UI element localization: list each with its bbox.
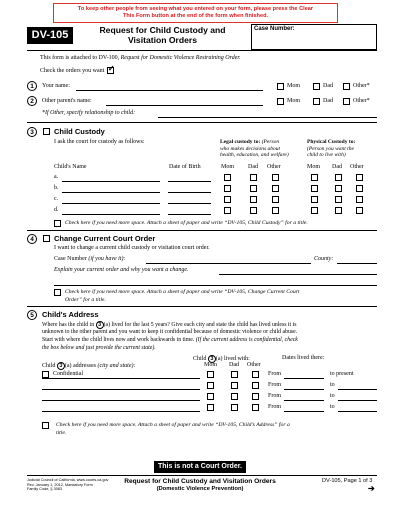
child-name-field[interactable] [62,192,160,193]
section-1-number: 1 [27,81,37,91]
checkmark-icon: ✓ [107,64,115,73]
from-date-field[interactable] [284,389,324,390]
row-letter: a. [54,174,59,180]
physical-mom-checkbox[interactable] [311,185,318,192]
section-rule-3 [27,306,377,307]
sec4-explain-field[interactable] [219,274,377,275]
sec4-county-label: County: [314,256,334,262]
row-letter: b. [54,185,59,191]
row-letter: c. [54,196,59,202]
physical-dad-checkbox[interactable] [335,196,342,203]
addr-mom-checkbox[interactable] [207,371,214,378]
from-date-field[interactable] [284,411,324,412]
legal-dad-checkbox[interactable] [250,185,257,192]
dob-field[interactable] [168,203,211,204]
sec4-more-space-checkbox[interactable] [54,289,61,296]
legal-dad-header: Dad [248,164,258,170]
to-date-field[interactable] [338,400,377,401]
footer-left-line-1: Judicial Council of California, www.courts.ca.gov [27,478,109,482]
sec5-paragraph-line-3: Start with where the child lives now and work backwards in time. (If the current address is confidential, check [42,337,298,343]
to-label: to [330,382,335,388]
addresses-header: Child 3 (a) addresses (city and state): [42,363,136,369]
footer-page-number: DV-105, Page 1 of 3 [322,478,373,484]
sec2-dad-checkbox[interactable] [313,98,320,105]
sec4-case-number-label: Case Number (if you have it): [54,256,126,262]
legal-other-header: Other [267,164,281,170]
physical-mom-header: Mom [307,164,321,170]
child-name-header: Child's Name [54,164,87,170]
warning-line-2: This Form button at the end of the form when finished. [122,13,269,19]
physical-dad-checkbox[interactable] [335,174,342,181]
physical-dad-header: Dad [332,164,342,170]
next-page-arrow-icon[interactable]: ➔ [368,484,375,493]
sec2-other-label: Other* [353,98,370,104]
footer-center [110,478,290,493]
sec3-ask: I ask the court for custody as follows: [54,139,145,145]
sec2-dad-label: Dad [323,98,333,104]
sec5-more-space-line-2: title. [56,430,67,436]
dob-header: Date of Birth [169,164,201,170]
legal-mom-checkbox[interactable] [224,196,231,203]
sec4-checkbox[interactable] [43,235,50,242]
addr-dad-checkbox[interactable] [231,393,238,400]
from-label: From [268,393,282,399]
from-date-field[interactable] [284,400,324,401]
sec4-case-number-field[interactable] [146,263,311,264]
addr-other-checkbox[interactable] [252,404,259,411]
to-present-label: to present [330,371,354,377]
section-3-number: 3 [27,127,37,137]
physical-other-checkbox[interactable] [356,196,363,203]
physical-custody-header: Physical Custody to: (Person you want the child to live with) [307,139,356,158]
legal-dad-checkbox[interactable] [250,207,257,214]
check-orders-checkbox[interactable] [107,64,115,74]
sec1-mom-checkbox[interactable] [277,83,284,90]
sec4-title: Change Current Court Order [54,234,156,243]
addr-mom-header: Mom [204,362,218,368]
addr-mom-checkbox[interactable] [207,382,214,389]
address-field[interactable] [42,378,200,379]
addr-dad-checkbox[interactable] [231,382,238,389]
lived-with-header: Child 3 (a) lived with: [193,356,250,362]
child-name-field[interactable] [62,181,160,182]
other-parent-field[interactable] [106,105,263,106]
form-title-line-2: Visitation Orders [127,34,198,45]
confidential-label: Confidential [53,371,83,377]
address-field[interactable] [42,411,200,412]
section-2-number: 2 [27,96,37,106]
sec1-dad-checkbox[interactable] [313,83,320,90]
addr-mom-checkbox[interactable] [207,404,214,411]
sec4-explain-field-2[interactable] [54,285,377,286]
sec3-more-space-checkbox[interactable] [54,220,61,227]
legal-mom-checkbox[interactable] [224,207,231,214]
section-rule-1 [27,122,377,123]
physical-other-checkbox[interactable] [356,174,363,181]
form-title-line-1: Request for Child Custody and [99,25,226,35]
legal-custody-header: Legal custody to: (Person who makes decisions about health, education, and welfare) [220,139,289,158]
from-label: From [268,404,282,410]
sec1-dad-label: Dad [323,83,333,89]
case-number-label: Case Number: [254,26,295,32]
to-label: to [330,393,335,399]
legal-mom-header: Mom [221,164,235,170]
sec3-checkbox[interactable] [43,128,50,135]
form-id-box [27,27,73,44]
footer-center-line-1: Request for Child Custody and Visitation Orders [124,478,276,485]
check-orders-text: Check the orders you want ✓ [40,64,115,74]
addr-other-checkbox[interactable] [252,382,259,389]
from-label: From [268,382,282,388]
physical-mom-checkbox[interactable] [311,174,318,181]
dates-lived-header: Dates lived there: [282,355,325,361]
legal-dad-checkbox[interactable] [250,174,257,181]
sec2-mom-checkbox[interactable] [277,98,284,105]
your-name-field[interactable] [76,90,263,91]
sec5-paragraph-line-2: unknown to the other parent and you want to keep it confidential because of domestic violence or child abuse. [42,329,298,335]
addr-other-checkbox[interactable] [252,371,259,378]
form-title [80,26,245,45]
to-label: to [330,404,335,410]
sec5-title: Child's Address [42,310,99,319]
relationship-field[interactable] [158,117,377,118]
physical-dad-checkbox[interactable] [335,207,342,214]
sec5-paragraph-line-4: the box below and just provide the current state). [42,345,156,351]
addr-dad-checkbox[interactable] [231,404,238,411]
legal-mom-checkbox[interactable] [224,185,231,192]
sec5-more-space-line-1: Check here if you need more space. Attach a sheet of paper and write “DV-105, Child’s Address” for a [56,422,290,428]
form-id: DV-105 [31,29,69,41]
from-date-field[interactable] [284,378,324,379]
to-date-field[interactable] [338,411,377,412]
footer-left [27,478,108,492]
addr-mom-checkbox[interactable] [207,393,214,400]
other-parent-label: Other parent's name: [42,98,92,104]
sec1-mom-label: Mom [287,83,301,89]
footer-rule [27,475,377,476]
section-5-number: 5 [27,310,37,320]
warning-banner [53,3,338,23]
sec1-other-checkbox[interactable] [343,83,350,90]
address-field[interactable] [42,389,200,390]
relationship-note: *If Other, specify relationship to child: [42,110,136,116]
confidential-checkbox[interactable] [42,371,49,378]
footer-left-line-3: Family Code, § 3063 [27,487,63,492]
sec3-title: Child Custody [54,127,105,136]
addr-other-header: Other [247,362,261,368]
your-name-label: Your name: [42,83,70,89]
footer-center-line-2: (Domestic Violence Prevention) [156,486,244,492]
address-field[interactable] [42,400,200,401]
dob-field[interactable] [168,192,211,193]
sec4-more-space-line-1: Check here if you need more space. Attach a sheet of paper and write “DV-105, Change Current Court [65,289,300,295]
legal-mom-checkbox[interactable] [224,174,231,181]
case-number-box[interactable] [251,24,377,50]
ref-circle-3: 3 [96,321,104,329]
sec5-more-space-checkbox[interactable] [42,422,49,429]
physical-other-checkbox[interactable] [356,207,363,214]
physical-mom-checkbox[interactable] [311,207,318,214]
row-letter: d. [54,207,59,213]
sec4-more-space-line-2: Order” for a title. [65,297,106,303]
not-court-order-badge: This is not a Court Order. [154,461,246,473]
addr-other-checkbox[interactable] [252,393,259,400]
legal-other-checkbox[interactable] [272,207,279,214]
header-rule [27,50,377,51]
child-name-field[interactable] [62,203,160,204]
sec5-paragraph-line-1: Where has the child in 3 (a) lived for the last 5 years? Give each city and state the child has lived unless it is [42,322,297,328]
legal-other-checkbox[interactable] [272,196,279,203]
legal-other-checkbox[interactable] [272,174,279,181]
legal-dad-checkbox[interactable] [250,196,257,203]
sec1-other-label: Other* [353,83,370,89]
physical-dad-checkbox[interactable] [335,185,342,192]
sec2-other-checkbox[interactable] [343,98,350,105]
sec3-more-space-text: Check here if you need more space. Attach a sheet of paper and write “DV-105, Child Custody” for a title. [65,220,308,226]
warning-line-1: To keep other people from seeing what you entered on your form, please press the Clear [77,6,314,12]
footer-left-line-2: Rev. January 1, 2012, Mandatory Form [27,482,93,487]
dob-field[interactable] [168,214,211,215]
physical-mom-checkbox[interactable] [311,196,318,203]
sec4-explain-label: Explain your current order and why you want a change. [54,267,189,273]
physical-other-checkbox[interactable] [356,185,363,192]
from-label: From [268,371,282,377]
to-date-field[interactable] [338,389,377,390]
sec4-want: I want to change a current child custody or visitation court order. [54,245,210,251]
section-rule-2 [27,230,377,231]
sec2-mom-label: Mom [287,98,301,104]
sec4-county-field[interactable] [337,263,377,264]
dob-field[interactable] [168,181,211,182]
intro-text: This form is attached to DV-100, Request for Domestic Violence Restraining Order. [40,55,241,61]
addr-dad-checkbox[interactable] [231,371,238,378]
child-name-field[interactable] [62,214,160,215]
addr-dad-header: Dad [229,362,239,368]
physical-other-header: Other [350,164,364,170]
section-4-number: 4 [27,234,37,244]
legal-other-checkbox[interactable] [272,185,279,192]
